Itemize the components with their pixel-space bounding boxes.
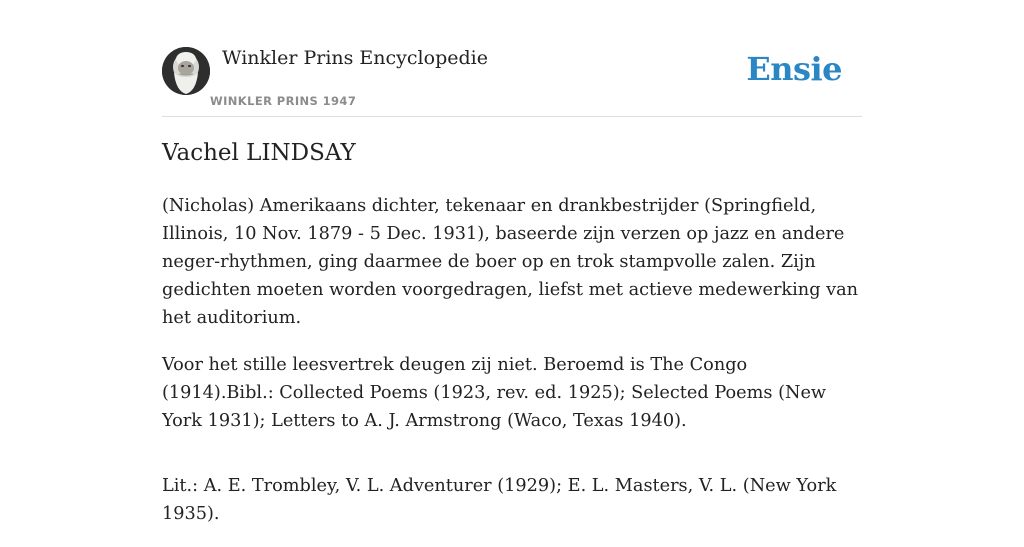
site-title[interactable]: Winkler Prins Encyclopedie [222, 47, 488, 69]
bearded-man-portrait-icon [162, 47, 210, 95]
avatar[interactable] [162, 47, 210, 95]
brand-logo[interactable]: Ensie [746, 50, 842, 88]
site-subtitle: WINKLER PRINS 1947 [210, 94, 357, 108]
article-paragraph-2: Voor het stille leesvertrek deugen zij niet. Beroemd is The Congo (1914).Bibl.: Collected Poems (1923, rev. ed. 1925); Selected Poems (New York 1931); Letters to A. J. Armstrong (Waco, Texas 1940). [162, 355, 827, 431]
site-header [162, 44, 862, 117]
article-body [162, 192, 862, 547]
article-literature: Lit.: A. E. Trombley, V. L. Adventurer (1929); E. L. Masters, V. L. (New York 1935). [162, 476, 837, 524]
article-title: Vachel LINDSAY [162, 140, 356, 166]
article-paragraph-1: (Nicholas) Amerikaans dichter, tekenaar en drankbestrijder (Springfield, Illinois, 10 Nov. 1879 - 5 Dec. 1931), baseerde zijn verzen op jazz en andere neger-rhythmen, ging daarmee de boer op en trok stampvolle zalen. Zijn gedichten moeten worden voorgedragen, liefst met actieve medewerking van het auditorium. [162, 196, 859, 328]
